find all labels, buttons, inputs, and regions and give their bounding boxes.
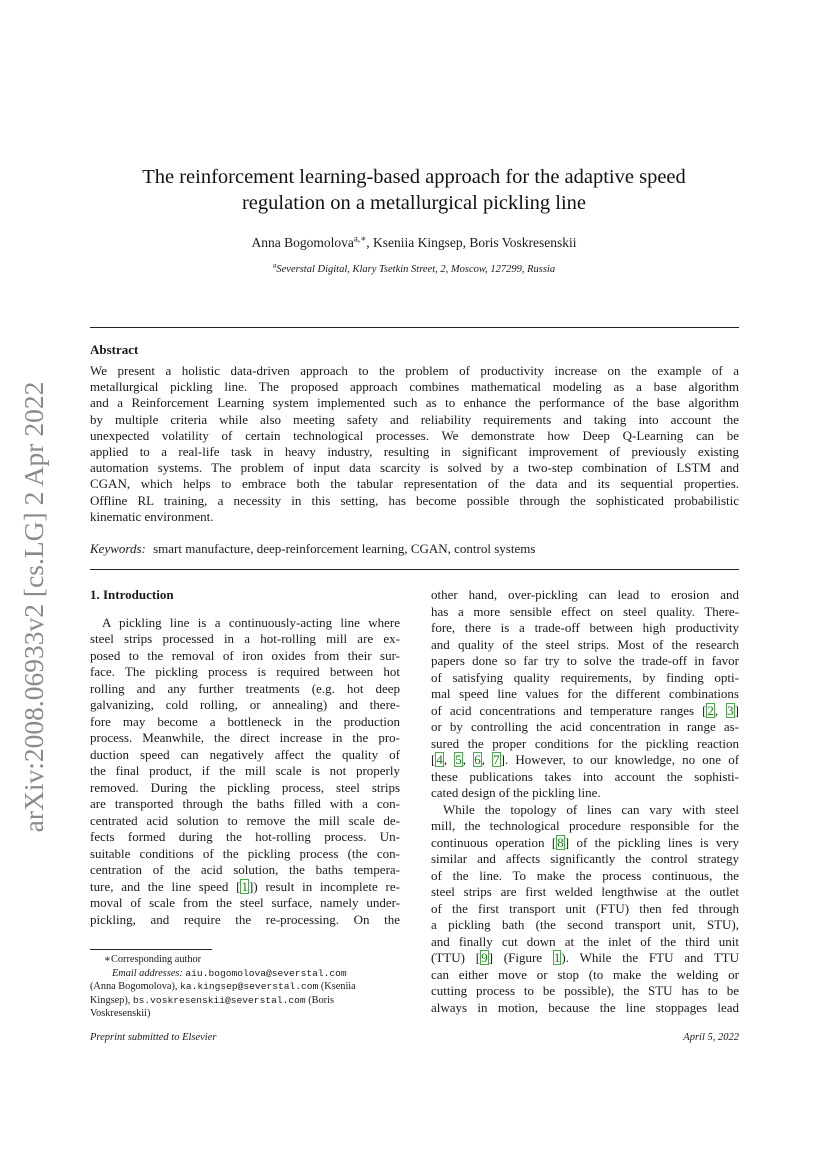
body-line: duction speed can negatively affect the quality of (90, 746, 400, 762)
body-line: other hand, over-pickling can lead to erosion and (431, 587, 739, 602)
citation-link[interactable]: 4 (436, 752, 443, 767)
paper-title (100, 164, 728, 216)
right-column (431, 587, 739, 1016)
abstract-line: unexpected volatility of certain technological processes. We demonstrate how Deep Q-Learning can be (90, 427, 739, 443)
citation-link[interactable]: 8 (557, 834, 564, 850)
email-owner: Kingsep), (90, 994, 131, 1006)
body-line: galvanizing, cold rolling, or annealing) and there- (90, 697, 400, 712)
body-line: cated design of the pickling line. (431, 785, 601, 800)
body-line: of the line. To make the process continuous, the (431, 867, 739, 883)
preprint-note: Preprint submitted to Elsevier (90, 1032, 217, 1043)
top-divider (90, 327, 739, 328)
email-owner: (Anna Bogomolova), (90, 981, 178, 993)
citation-link[interactable]: 5 (455, 752, 462, 767)
citation-link[interactable]: 7 (493, 752, 500, 767)
author-mark: a, (353, 233, 361, 244)
email-label: Email addresses: (112, 967, 183, 979)
body-line-with-citation[interactable]: ture, and the line speed [1]) result in incomplete re- (90, 878, 400, 894)
email-link[interactable]: ka.kingsep@severstal.com (180, 981, 319, 993)
body-line: moval of scale from the steel surface, namely under- (90, 895, 400, 910)
author-names-rest: , Kseniia Kingsep, Boris Voskresenskii (366, 235, 577, 250)
body-line: can either move or stop (to make the welding or (431, 966, 739, 982)
abstract-line: We present a holistic data-driven approach to the problem of productivity increase on the example of a (90, 363, 739, 378)
author-name: Anna Bogomolova (251, 235, 354, 250)
corresponding-mark: ∗ (360, 233, 367, 244)
body-line: sured the proper conditions for the pickling reaction (431, 735, 739, 751)
body-line: removed. During the pickling process, steel strips (90, 779, 400, 795)
body-line: similar and affects significantly the control strategy (431, 851, 739, 866)
title-line: The reinforcement learning-based approach for the adaptive speed (142, 166, 686, 188)
left-column (90, 587, 400, 928)
footnote (90, 953, 400, 1021)
citation-link[interactable]: 6 (474, 752, 481, 767)
body-line: fore, there is a trade-off between high productivity (431, 620, 739, 635)
email-link[interactable]: aiu.bogomolova@severstal.com (185, 967, 347, 979)
body-line: rolling and any further treatments (e.g. hot deep (90, 680, 400, 696)
citation-link[interactable]: 3 (727, 702, 734, 718)
body-line: papers done so far try to solve the trade-off in favor (431, 653, 739, 668)
section-heading: 1. Introduction (90, 587, 174, 602)
body-line: centrated acid solution to remove the mill scale de- (90, 812, 400, 828)
body-line: steel strips processed in a hot-rolling mill are ex- (90, 631, 400, 646)
email-link[interactable]: bs.voskresenskii@severstal.com (132, 994, 306, 1006)
footnote-divider (90, 949, 212, 950)
body-line: While the topology of lines can vary with steel (443, 801, 739, 817)
body-line-with-citation[interactable]: of acid concentrations and temperature ranges [2, 3] (431, 702, 739, 718)
figure-ref-link[interactable]: 1 (553, 950, 561, 965)
body-line-with-citation[interactable]: continuous operation [8] of the pickling lines is very (431, 834, 739, 850)
body-line: has a more sensible effect on steel quality. There- (431, 603, 739, 619)
abstract-heading: Abstract (90, 342, 139, 357)
abstract-line: Offline RL training, a necessity in this setting, has become possible through the sophisticated probabilistic (90, 492, 739, 508)
keywords (90, 541, 535, 557)
body-line: are transported through the baths filled with a con- (90, 796, 400, 811)
abstract-line: CGAN, which helps to embrace both the tabular representation of the data and its sequential properties. (90, 476, 739, 492)
body-line: pickling, and require the re-processing. On the (90, 911, 400, 927)
abstract-line: kinematic environment. (90, 508, 214, 524)
body-line: fects formed during the hot-rolling process. Un- (90, 829, 400, 844)
body-line: posed to the removal of iron oxides from their sur- (90, 647, 400, 663)
body-line: suitable conditions of the pickling process (the con- (90, 845, 400, 861)
body-line: face. The pickling process is required between hot (90, 664, 400, 679)
email-owner: (Boris (308, 994, 334, 1006)
corresponding-author-note: ∗Corresponding author (104, 954, 202, 965)
email-owner: (Kseniia (320, 981, 356, 993)
footer-date: April 5, 2022 (683, 1032, 739, 1043)
citation-link[interactable]: 1 (241, 878, 248, 894)
body-line: the final product, if the mill scale is not properly (90, 763, 400, 778)
body-line: A pickling line is a continuously-acting line where (102, 614, 400, 630)
body-line: mill, the technological procedure responsible for the (431, 818, 739, 833)
abstract-line: and a Reinforcement Learning system implemented such as to enhance the performance of the base algorithm (90, 395, 739, 411)
body-line: of the first transport unit (FTU) then fed through (431, 900, 739, 916)
arxiv-stamp-text: arXiv:2008.06933v2 [cs.LG] 2 Apr 2022 (18, 381, 49, 833)
body-line: these publications takes into account the sophisti- (431, 768, 739, 784)
affiliation-text: Severstal Digital, Klary Tsetkin Street, 2, Moscow, 127299, Russia (276, 264, 556, 275)
email-owner: Voskresenskii) (90, 1008, 151, 1020)
affiliation-mark: a (272, 261, 277, 270)
body-line: of satisfying quality requirements, by finding opti- (431, 669, 739, 685)
affiliation (100, 261, 728, 275)
body-line: steel strips are first welded lengthwise at the outlet (431, 884, 739, 899)
body-line: fore may become a bottleneck in the production (90, 713, 400, 729)
citation-link[interactable]: 2 (707, 702, 714, 718)
citation-link[interactable]: 9 (481, 950, 488, 965)
title-line: regulation on a metallurgical pickling line (241, 192, 587, 214)
body-line: centration of the acid solution, the baths tempera- (90, 862, 400, 877)
body-line-with-citation[interactable]: (TTU) [9] (Figure 1). While the FTU and TTU (431, 950, 739, 965)
abstract-body (90, 363, 739, 525)
body-line: or by controlling the acid concentration in range as- (431, 719, 739, 734)
abstract-line: metallurgical pickling line. The proposed approach combines mathematical modeling as a base algorithm (90, 379, 739, 395)
body-line: always in motion, because the line stoppages lead (431, 999, 739, 1015)
arxiv-identifier-stamp (14, 372, 54, 842)
body-line: and finally cut down at the inlet of the third unit (431, 933, 739, 949)
body-line: and quality of the steel strips. Most of the research (431, 636, 739, 652)
author-list (100, 235, 728, 251)
keywords-label: Keywords: (90, 541, 146, 556)
abstract-line: automation systems. The problem of input data scarcity is solved by a two-step combination of LSTM and (90, 460, 739, 476)
body-line-with-citation[interactable]: [4, 5, 6, 7]. However, to our knowledge, no one of (431, 752, 739, 767)
abstract-bottom-divider (90, 569, 739, 570)
abstract-line: applied to a real-life task in heavy industry, resulting in significant improvement of previously existing (90, 444, 739, 460)
body-line: process. Meanwhile, the direct increase in the pro- (90, 730, 400, 745)
abstract-line: by multiple criteria while also meeting safety and reliability requirements and taking into account the (90, 411, 739, 427)
keywords-text: smart manufacture, deep-reinforcement learning, CGAN, control systems (153, 541, 536, 556)
body-line: cutting process to be possible), the STU has to be (431, 983, 739, 998)
body-line: mal speed line values for the different combinations (431, 686, 739, 701)
body-line: a pickling bath (the second transport unit, STU), (431, 917, 739, 932)
